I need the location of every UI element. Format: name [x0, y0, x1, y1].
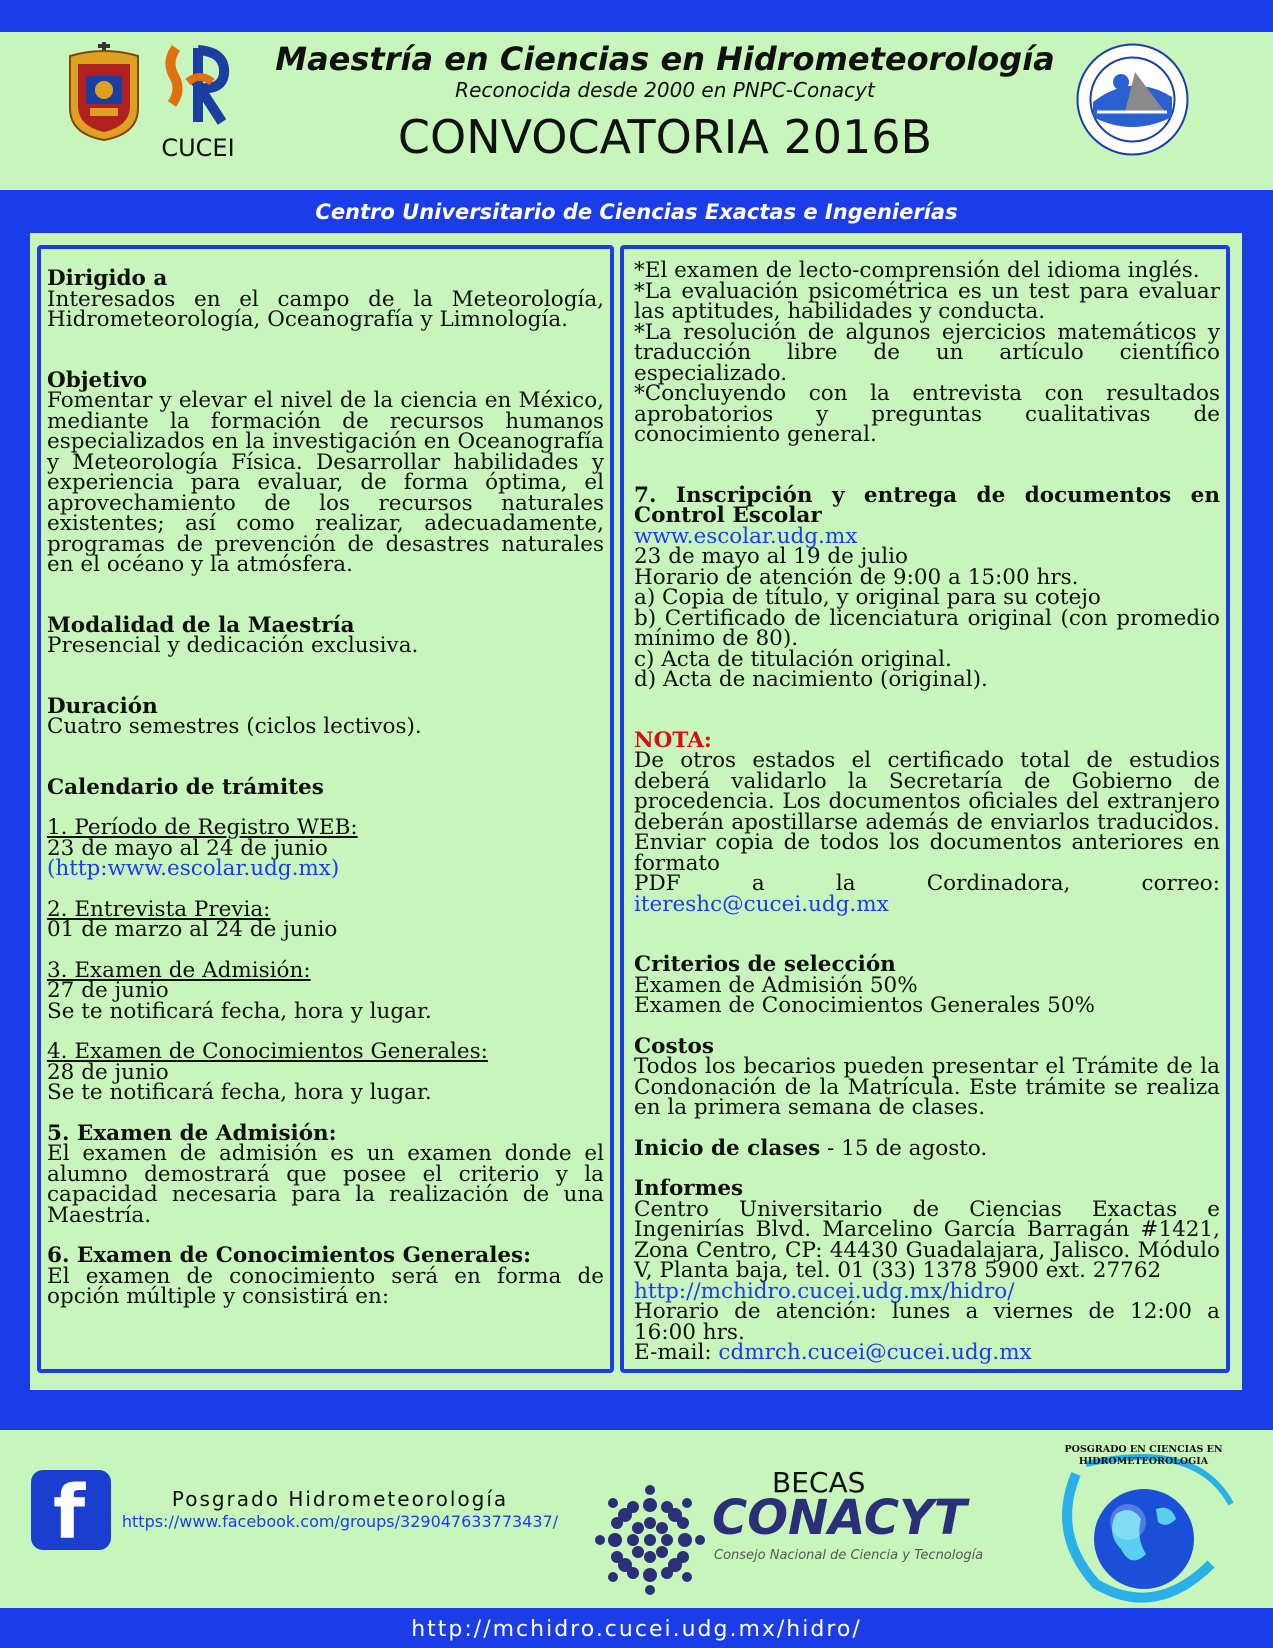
criterios-conocimientos: Examen de Conocimientos Generales 50% [634, 993, 1095, 1018]
cucei-logo [160, 42, 236, 162]
bottom-url-link[interactable]: http://mchidro.cucei.udg.mx/hidro/ [411, 1617, 862, 1642]
nota-pdf-label: PDF a la Cordinadora, correo: [634, 871, 1220, 896]
inicio-line [634, 1135, 1220, 1161]
informes-email-link[interactable]: cdmrch.cucei@cucei.udg.mx [718, 1340, 1032, 1365]
criterios-admision: Examen de Admisión 50% [634, 972, 918, 998]
footer [0, 1430, 1273, 1608]
page-subtitle: Reconocida desde 2000 en PNPC-Conacyt [455, 78, 875, 102]
inicio-label: Inicio de clases [634, 1135, 821, 1161]
inscripcion-link[interactable]: www.escolar.udg.mx [634, 523, 858, 549]
right-column [620, 245, 1230, 1373]
objetivo-text: Fomentar y elevar el nivel de la ciencia en México, mediante la formación de recursos humanos especializados en la investigación en Oceanografía y Meteorología Física. Desarrollar habilidades y experiencia para evaluar, de forma óptima, el aprovechamiento de los recursos naturales existentes; así como realizar, adecuadamente, programas de prevención de desastres naturales en el océano y la atmósfera. [47, 388, 604, 577]
globe-logo [1046, 1444, 1241, 1604]
hidro-seal-logo [1075, 42, 1190, 157]
facebook-group-link[interactable]: https://www.facebook.com/groups/329047633773437/ [121, 1512, 559, 1531]
globe-caption: POSGRADO EN CIENCIAS EN HIDROMETEOROLOGIA [1064, 1444, 1223, 1467]
duracion-text: Cuatro semestres (ciclos lectivos). [47, 714, 422, 739]
admision-date: 27 de junio [47, 978, 169, 1003]
inscripcion-horario: Horario de atención de 9:00 a 15:00 hrs. [634, 564, 1079, 590]
entrevista-date: 01 de marzo al 24 de junio [47, 917, 338, 942]
modalidad-text: Presencial y dedicación exclusiva. [47, 633, 419, 658]
exam-item-ingles: *El examen de lecto-comprensión del idioma inglés. [634, 258, 1200, 283]
modalidad-title: Modalidad de la Maestría [47, 612, 355, 638]
informes-email-label: E-mail: [634, 1340, 719, 1365]
top-band [0, 0, 1273, 32]
conocimientos-title: 4. Examen de Conocimientos Generales: [47, 1039, 488, 1064]
header [0, 32, 1273, 190]
duracion-title: Duración [47, 693, 158, 719]
facebook-icon[interactable]: f [31, 1470, 111, 1550]
inscripcion-date: 23 de mayo al 19 de julio [634, 544, 908, 569]
nota-text: De otros estados el certificado total de estudios deberá validarlo la Secretaría de Gobierno de procedencia. Los documentos oficiales del extranjero deberán apostillarse además de enviarlos traducidos. Enviar copia de todos los documentos anteriores en formato [634, 748, 1220, 876]
costos-title: Costos [634, 1033, 714, 1059]
conacyt-wordmark: CONACYT [712, 1490, 967, 1546]
subheader: Centro Universitario de Ciencias Exactas e Ingenierías [315, 200, 958, 224]
registro-link[interactable]: (http:www.escolar.udg.mx) [47, 856, 340, 881]
inscripcion-doc-b: b) Certificado de licenciatura original (con promedio mínimo de 80). [634, 605, 1220, 651]
inscripcion-doc-a: a) Copia de título, y original para su cotejo [634, 585, 1101, 610]
objetivo-title: Objetivo [47, 367, 148, 393]
nota-title: NOTA: [634, 727, 712, 753]
exam-item-entrevista: *Concluyendo con la entrevista con resultados aprobatorios y preguntas cualitativas de conocimiento general. [634, 381, 1220, 447]
informes-title: Informes [634, 1176, 744, 1201]
inscripcion-doc-d: d) Acta de nacimiento (original). [634, 667, 988, 692]
nota-email-link[interactable]: itereshc@cucei.udg.mx [634, 891, 889, 917]
informes-horario: Horario de atención: lunes a viernes de 12:00 a 16:00 hrs. [634, 1299, 1220, 1345]
calendario-title: Calendario de trámites [47, 774, 324, 800]
examen-admision-title: 5. Examen de Admisión: [47, 1120, 337, 1146]
nota-pdf-line [634, 871, 1220, 917]
criterios-title: Criterios de selección [634, 952, 896, 977]
examen-conocimientos-text: El examen de conocimiento será en forma de opción múltiple y consistirá en: [47, 1263, 604, 1309]
examen-admision-text: El examen de admisión es un examen donde el alumno demostrará que posee el criterio y la capacidad necesaria para la realización de una Maestría. [47, 1141, 604, 1228]
conacyt-dots-logo [595, 1485, 705, 1595]
admision-title: 3. Examen de Admisión: [47, 957, 311, 983]
registro-title: 1. Período de Registro WEB: [47, 815, 358, 840]
examen-conocimientos-title: 6. Examen de Conocimientos Generales: [47, 1243, 532, 1268]
facebook-group-name: Posgrado Hidrometeorología [171, 1487, 509, 1511]
page-title: Maestría en Ciencias en Hidrometeorología [275, 40, 1055, 78]
informes-email-line [634, 1340, 1220, 1365]
costos-text: Todos los becarios pueden presentar el Trámite de la Condonación de la Matrícula. Este trámite se realiza en la primera semana de clases. [634, 1054, 1220, 1120]
registro-date: 23 de mayo al 24 de junio [47, 835, 328, 861]
exam-item-psicometrica: *La evaluación psicométrica es un test para evaluar las aptitudes, habilidades y conducta. [634, 278, 1220, 324]
exam-item-matematicas: *La resolución de algunos ejercicios matemáticos y traducción libre de un artículo científico especializado. [634, 319, 1220, 386]
left-column [37, 245, 614, 1373]
cucei-logo-text: CUCEI [161, 134, 235, 162]
conocimientos-note: Se te notificará fecha, hora y lugar. [47, 1080, 432, 1105]
convocatoria-title: CONVOCATORIA 2016B [397, 110, 933, 164]
dirigido-text: Interesados en el campo de la Meteorología, Hidrometeorología, Oceanografía y Limnología. [47, 286, 604, 332]
informes-link[interactable]: http://mchidro.cucei.udg.mx/hidro/ [634, 1278, 1015, 1304]
entrevista-title: 2. Entrevista Previa: [47, 896, 271, 922]
conacyt-subtitle: Consejo Nacional de Ciencia y Tecnología [714, 1548, 984, 1563]
dirigido-title: Dirigido a [47, 266, 168, 291]
udg-seal-logo [66, 42, 142, 142]
becas-label: BECAS [772, 1466, 866, 1499]
inscripcion-title: 7. Inscripción y entrega de documentos en Control Escolar [634, 482, 1220, 528]
inscripcion-doc-c: c) Acta de titulación original. [634, 646, 952, 672]
admision-note: Se te notificará fecha, hora y lugar. [47, 998, 432, 1024]
inicio-text: - 15 de agosto. [820, 1135, 988, 1161]
globe-icon [1046, 1444, 1241, 1604]
conocimientos-date: 28 de junio [47, 1059, 169, 1085]
informes-text: Centro Universitario de Ciencias Exactas e Ingenirías Blvd. Marcelino García Barragán #1421, Zona Centro, CP: 44430 Guadalajara, Jalisco. Módulo V, Planta baja, tel. 01 (33) 1378 5900 ext. 27762 [634, 1196, 1220, 1283]
